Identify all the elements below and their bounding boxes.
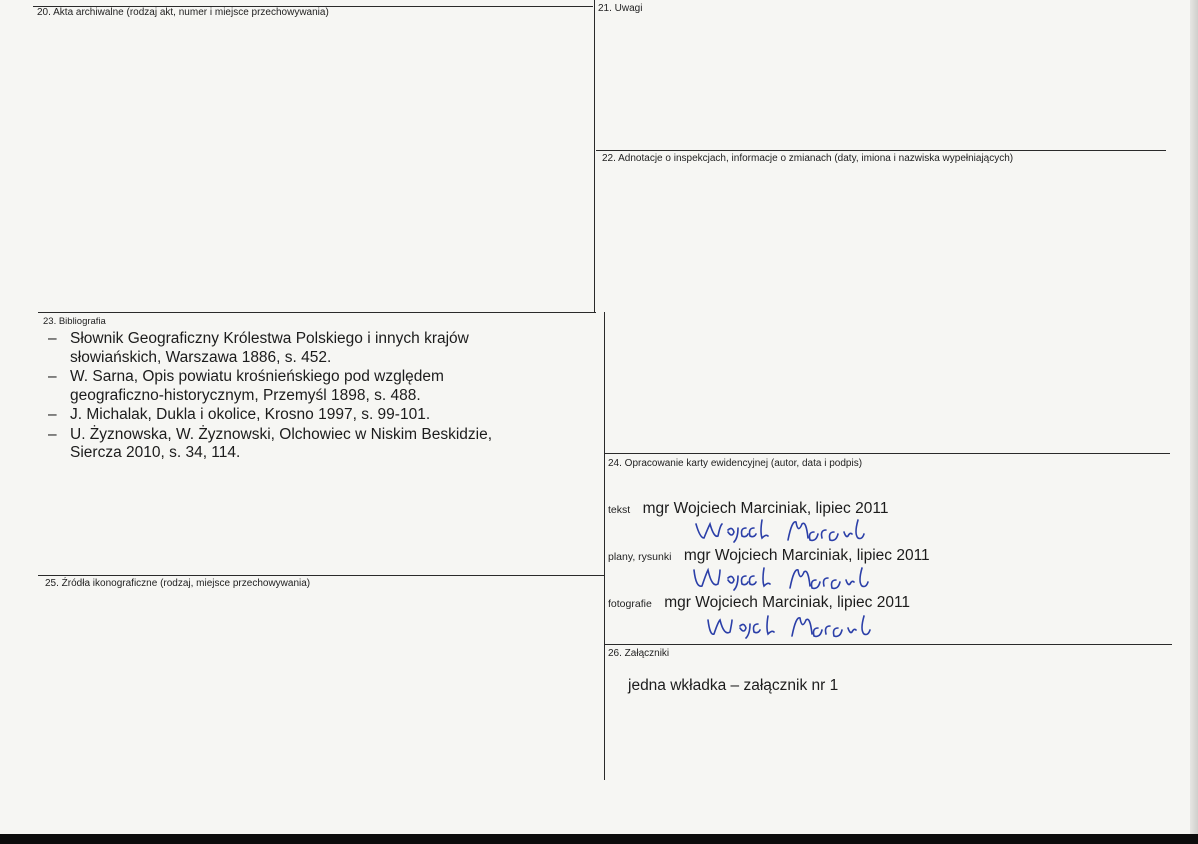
bibliography-list [48,330,570,464]
bibliography-item-line1: Słownik Geograficzny Królestwa Polskiego i innych krajów [70,330,469,347]
bibliography-item-line1: J. Michalak, Dukla i okolice, Krosno 1997, s. 99-101. [70,406,431,423]
list-dash: – [48,406,57,423]
divider-20-23 [38,312,596,313]
center-divider-upper [594,0,595,312]
bibliography-item [48,425,570,463]
center-divider-lower [604,312,605,780]
bibliography-item [48,368,570,405]
divider-21-22 [596,150,1166,151]
scan-edge-bottom [0,834,1198,844]
bibliography-item-line2: słowiańskich, Warszawa 1886, s. 452. [70,348,332,366]
author-row-label: tekst [608,504,631,516]
divider-24-26 [604,644,1172,645]
section-26-label: 26. Załączniki [608,648,670,659]
list-dash: – [48,368,57,385]
bibliography-item-line2: Siercza 2010, s. 34, 114. [70,444,241,461]
author-row-photos [608,594,910,612]
list-dash: – [48,330,57,347]
bibliography-item-line1: W. Sarna, Opis powiatu krośnieńskiego pod względem [70,368,444,385]
bibliography-item-line2: geograficzno-historycznym, Przemyśl 1898, s. 488. [70,386,421,404]
attachments-value: jedna wkładka – załącznik nr 1 [628,677,839,694]
handwritten-signature [692,516,882,546]
author-row-label: plany, rysunki [608,551,672,563]
divider-22-24 [604,453,1170,454]
author-row-value: mgr Wojciech Marciniak, lipiec 2011 [642,500,889,517]
author-row-value: mgr Wojciech Marciniak, lipiec 2011 [664,594,911,611]
author-row-label: fotografie [608,598,652,610]
bibliography-item-line1: U. Żyznowska, W. Żyznowski, Olchowiec w Niskim Beskidzie, [70,425,493,443]
bibliography-item [48,330,570,367]
section-24-label: 24. Opracowanie karty ewidencyjnej (autor, data i podpis) [608,458,863,469]
author-row-plans [608,547,930,565]
list-dash: – [48,425,57,443]
scan-edge-right [1190,0,1198,844]
section-20-label: 20. Akta archiwalne (rodzaj akt, numer i miejsce przechowywania) [37,7,329,18]
divider-23-25 [38,575,604,576]
author-row-value: mgr Wojciech Marciniak, lipiec 2011 [683,547,930,564]
handwritten-signature [690,564,890,594]
section-21-label: 21. Uwagi [598,3,643,14]
section-22-label: 22. Adnotacje o inspekcjach, informacje o zmianach (daty, imiona i nazwiska wypełniających) [602,153,1014,164]
section-23-label: 23. Bibliografia [43,316,106,327]
bibliography-item [48,406,570,425]
section-25-label: 25. Źródła ikonograficzne (rodzaj, miejsce przechowywania) [45,578,311,589]
handwritten-signature [704,612,894,642]
